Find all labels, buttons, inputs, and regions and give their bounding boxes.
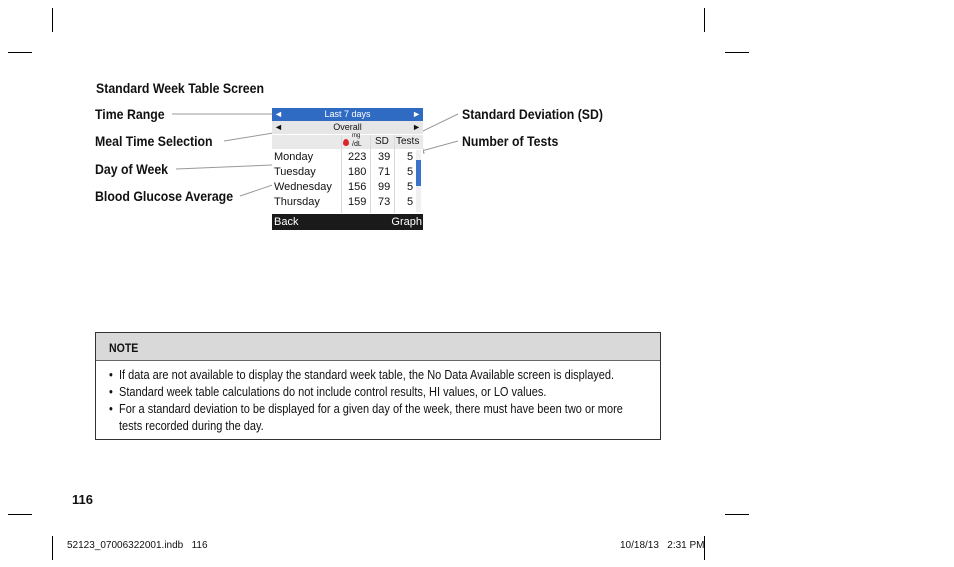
table-row	[272, 195, 418, 210]
page-number: 116	[72, 492, 93, 507]
unit-top: mg	[352, 133, 361, 139]
tests-cell: 5	[407, 196, 414, 208]
callout-num-tests: Number of Tests	[462, 133, 559, 149]
avg-cell: 180	[348, 166, 367, 178]
unit-bottom: /dL	[352, 141, 362, 148]
meal-time-label: Overall	[333, 122, 362, 132]
day-cell: Tuesday	[274, 166, 316, 178]
col-sd-header: SD	[375, 136, 389, 147]
note-box	[95, 332, 661, 440]
time-range-bar[interactable]	[272, 108, 423, 121]
device-screen	[272, 108, 423, 230]
arrow-left-icon[interactable]: ◄	[274, 122, 283, 132]
callout-bg-average: Blood Glucose Average	[95, 188, 234, 204]
arrow-right-icon[interactable]: ►	[412, 109, 421, 119]
sd-cell: 99	[378, 181, 391, 193]
table-row	[272, 150, 418, 165]
tests-cell: 5	[407, 166, 414, 178]
table-header	[272, 135, 423, 149]
time-range-label: Last 7 days	[324, 109, 371, 119]
note-bullet: •	[109, 402, 113, 416]
softkey-bar	[272, 214, 423, 230]
note-title: NOTE	[109, 341, 139, 355]
col-tests-header: Tests	[396, 136, 420, 147]
note-header	[96, 333, 660, 361]
graph-button[interactable]: Graph	[391, 216, 422, 228]
callout-meal-time: Meal Time Selection	[95, 133, 213, 149]
blood-drop-icon	[343, 139, 349, 146]
footer-file-info: 52123_07006322001.indb 116	[67, 540, 208, 551]
scrollbar-thumb[interactable]	[416, 160, 421, 186]
leader-num-tests	[418, 141, 458, 152]
table-row	[272, 180, 418, 195]
avg-cell: 159	[348, 196, 367, 208]
note-item: If data are not available to display the standard week table, the No Data Available screen is displayed.	[119, 368, 615, 382]
callout-time-range: Time Range	[95, 106, 165, 122]
sd-cell: 73	[378, 196, 391, 208]
day-cell: Monday	[274, 151, 314, 163]
avg-cell: 156	[348, 181, 367, 193]
note-bullet: •	[109, 385, 113, 399]
callout-day-of-week: Day of Week	[95, 161, 169, 177]
back-button[interactable]: Back	[274, 216, 299, 228]
table-row	[272, 165, 418, 180]
sd-cell: 39	[378, 151, 391, 163]
day-cell: Wednesday	[274, 181, 332, 193]
note-item: Standard week table calculations do not include control results, HI values, or LO values.	[119, 385, 547, 399]
arrow-left-icon[interactable]: ◄	[274, 109, 283, 119]
tests-cell: 5	[407, 151, 414, 163]
footer-timestamp: 10/18/13 2:31 PM	[620, 540, 705, 551]
arrow-right-icon[interactable]: ►	[412, 122, 421, 132]
note-bullet: •	[109, 368, 113, 382]
sd-cell: 71	[378, 166, 391, 178]
tests-cell: 5	[407, 181, 414, 193]
callout-std-dev: Standard Deviation (SD)	[462, 106, 604, 122]
note-item: For a standard deviation to be displayed for a given day of the week, there must have been two or more tests recorded during the day.	[119, 402, 623, 433]
section-title: Standard Week Table Screen	[96, 80, 264, 96]
day-cell: Thursday	[274, 196, 320, 208]
avg-cell: 223	[348, 151, 367, 163]
meal-time-bar[interactable]	[272, 121, 423, 134]
